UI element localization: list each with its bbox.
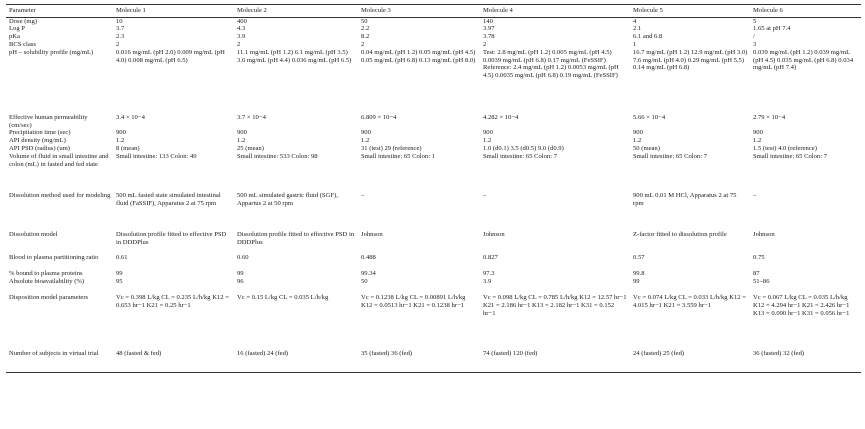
molecule-6-cell: 0.039 mg/mL (pH 1.2) 0.039 mg/mL (pH 4.5) 0.035 mg/mL (pH 6.8) 0.034 mg/mL (pH 7.4) <box>753 49 854 72</box>
molecule-6-cell: Vc = 0.067 L/kg CL = 0.035 L/h/kg K12 = 4.294 hr−1 K21 = 2.426 hr−1 K13 = 0.090 hr−1 K31 = 0.056 hr−1 <box>753 294 850 317</box>
molecule-4-cell: – <box>483 192 487 200</box>
molecule-1-cell: 2.3 <box>116 33 125 41</box>
header-parameter: Parameter <box>6 5 113 18</box>
molecule-6-cell: 1.5 (test) 4.0 (reference) <box>753 145 817 153</box>
molecule-3-cell: 0.488 <box>361 254 376 262</box>
molecule-3-cell: 1.2 <box>361 137 370 145</box>
molecule-4-cell: 0.827 <box>483 254 498 262</box>
molecule-3-cell: 31 (test) 29 (reference) <box>361 145 422 153</box>
molecule-4-cell: Test: 2.8 mg/mL (pH 1.2) 0.005 mg/mL (pH 4.5) 0.0039 mg/mL (pH 6.8) 0.17 mg/mL (FeSSIF) Reference: 2.4 mg/mL (pH 1.2) 0.0053 mg/mL (pH 4.5) 0.0035 mg/mL (pH 6.8) 0.19 mg/mL (FeSSIF) <box>483 49 619 79</box>
molecule-3-cell: Vc = 0.1238 L/kg CL = 0.00891 L/h/kg K12 = 0.0513 hr−1 K21 = 0.1238 hr−1 <box>361 294 466 309</box>
molecule-2-cell: 900 <box>237 129 247 137</box>
table-row <box>6 349 861 372</box>
molecule-1-cell: Dissolution profile fitted to effective PSD in DDDPlus <box>116 231 227 246</box>
header-row <box>6 5 861 18</box>
molecule-1-cell: 10 <box>116 17 123 25</box>
molecule-1-cell: 99 <box>116 270 123 278</box>
parameter-cell: Absolute bioavailability (%) <box>9 278 85 286</box>
molecule-3-cell: 50 <box>361 17 368 25</box>
molecule-2-cell: 25 (mean) <box>237 145 264 153</box>
molecule-1-cell: 95 <box>116 278 123 286</box>
table-row <box>6 254 861 270</box>
parameter-cell: API density (mg/mL) <box>9 137 66 145</box>
table-row <box>6 41 861 49</box>
table-row <box>6 49 861 112</box>
molecule-5-cell: 2.1 <box>633 25 642 33</box>
header-molecule-6: Molecule 6 <box>750 5 861 18</box>
molecule-3-cell: 0.04 mg/mL (pH 1.2) 0.05 mg/mL (pH 4.5) 0.05 mg/mL (pH 6.8) 0.13 mg/mL (pH 8.0) <box>361 49 476 64</box>
parameter-cell: Volume of fluid in small intestine and colon (mL) in fasted and fed state <box>9 153 109 168</box>
molecule-4-cell: 74 (fasted) 120 (fed) <box>480 349 630 372</box>
table-row <box>6 145 861 153</box>
molecule-5-cell: 16.7 mg/mL (pH 1.2) 12.9 mg/mL (pH 3.0) 7.6 mg/mL (pH 4.0) 0.29 mg/mL (pH 5.5) 0.14 mg/mL (pH 6.8) <box>633 49 748 72</box>
molecule-4-cell: Small intestine: 65 Colon: 7 <box>483 153 557 161</box>
parameter-cell: Disposition model parameters <box>9 294 89 302</box>
molecule-2-cell: Dissolution profile fitted to effective PSD in DDDPlus <box>237 231 355 246</box>
molecule-4-cell: 4.282 × 10−4 <box>483 114 519 122</box>
parameter-cell: pKa <box>9 33 20 41</box>
molecule-5-cell: Small intestine: 65 Colon: 7 <box>633 153 707 161</box>
molecule-5-cell: 1 <box>633 41 637 49</box>
molecule-6-cell: 36 (fasted) 32 (fed) <box>750 349 861 372</box>
molecule-4-cell: 140 <box>483 17 493 25</box>
molecule-4-cell: 97.3 <box>483 270 495 278</box>
molecule-5-cell: 4 <box>633 17 637 25</box>
molecule-5-cell: 0.57 <box>633 254 645 262</box>
molecule-1-cell: Small intestine: 133 Colon: 49 <box>116 153 197 161</box>
molecule-2-cell: 96 <box>237 278 244 286</box>
molecule-1-cell: 900 <box>116 129 126 137</box>
molecule-4-cell: 1.0 (d0.1) 3.5 (d0.5) 9.0 (d0.9) <box>483 145 564 153</box>
molecule-5-cell: 6.1 and 6.8 <box>633 33 663 41</box>
molecule-2-cell: 4.3 <box>237 25 246 33</box>
molecule-5-cell: 900 mL 0.01 M HCl, Apparatus 2 at 75 rpm <box>633 192 737 207</box>
molecule-5-cell: 5.66 × 10−4 <box>633 114 666 122</box>
molecule-2-cell: 3.7 × 10−4 <box>237 114 266 122</box>
molecule-1-cell: 3.7 <box>116 25 125 33</box>
molecule-5-cell: 99 <box>633 278 640 286</box>
molecule-3-cell: 2.2 <box>361 25 370 33</box>
molecule-6-cell: 2.79 × 10−4 <box>753 114 786 122</box>
parameter-cell: pH – solubility profile (mg/mL) <box>9 49 94 57</box>
parameter-cell: Dissolution method used for modeling <box>9 192 111 200</box>
molecule-6-cell: – <box>753 192 757 200</box>
molecule-3-cell: Johnson <box>361 231 383 239</box>
parameter-cell: Dose (mg) <box>9 17 38 25</box>
molecule-4-cell: 1.2 <box>483 137 492 145</box>
molecule-2-cell: 16 (fasted) 24 (fed) <box>234 349 358 372</box>
table-row <box>6 17 861 25</box>
molecule-4-cell: 3.97 <box>483 25 495 33</box>
molecule-5-cell: Vc = 0.074 L/kg CL = 0.033 L/h/kg K12 = 4.015 hr−1 K21 = 3.559 hr−1 <box>633 294 746 309</box>
header-molecule-1: Molecule 1 <box>113 5 234 18</box>
molecule-1-cell: 3.4 × 10−4 <box>116 114 145 122</box>
molecule-6-cell: 1.2 <box>753 137 762 145</box>
table-row <box>6 270 861 278</box>
molecule-4-cell: Johnson <box>483 231 505 239</box>
molecule-1-cell: 0.016 mg/mL (pH 2.0) 0.009 mg/mL (pH 4.0) 0.008 mg/mL (pH 6.5) <box>116 49 225 64</box>
molecule-6-cell: / <box>753 33 755 41</box>
molecule-3-cell: 50 <box>361 278 368 286</box>
table-header <box>6 5 861 18</box>
parameter-cell: % bound to plasma proteins <box>9 270 83 278</box>
parameter-cell: Effective human permeability (cm/sec) <box>9 114 88 129</box>
molecule-3-cell: Small intestine: 65 Colon: 1 <box>361 153 435 161</box>
molecule-1-cell: 1.2 <box>116 137 125 145</box>
molecule-6-cell: 900 <box>753 129 763 137</box>
table-row <box>6 129 861 137</box>
molecule-5-cell: 1.2 <box>633 137 642 145</box>
parameter-cell: API PSD (radius) (um) <box>9 145 70 153</box>
molecule-5-cell: 24 (fasted) 25 (fed) <box>630 349 750 372</box>
molecule-5-cell: 50 (mean) <box>633 145 660 153</box>
table-row <box>6 278 861 294</box>
molecule-2-cell: Vc = 0.15 L/kg CL = 0.035 L/h/kg <box>237 294 329 302</box>
molecule-5-cell: 900 <box>633 129 643 137</box>
molecule-2-cell: 3.9 <box>237 33 246 41</box>
molecule-6-cell: 0.75 <box>753 254 765 262</box>
molecule-1-cell: 8 (mean) <box>116 145 140 153</box>
molecule-3-cell: 35 (fasted) 36 (fed) <box>358 349 480 372</box>
molecule-6-cell: 3 <box>753 41 757 49</box>
molecule-6-cell: Johnson <box>753 231 775 239</box>
molecule-5-cell: 99.8 <box>633 270 645 278</box>
molecule-6-cell: 87 <box>753 270 760 278</box>
molecule-1-cell: Vc = 0.398 L/kg CL = 0.235 L/h/kg K12 = 0.653 hr−1 K21 = 0.25 hr−1 <box>116 294 229 309</box>
molecule-2-cell: 0.60 <box>237 254 249 262</box>
molecule-parameters-table <box>6 4 861 373</box>
molecule-4-cell: Vc = 0.098 L/kg CL = 0.785 L/h/kg K12 = 12.57 hr−1 K21 = 2.186 hr−1 K13 = 2.182 hr−1 K31 = 0.152 hr−1 <box>483 294 627 317</box>
molecule-6-cell: 51–86 <box>753 278 770 286</box>
molecule-4-cell: 3.78 <box>483 33 495 41</box>
table-row <box>6 25 861 33</box>
parameter-cell: BCS class <box>9 41 36 49</box>
molecule-2-cell: Small intestine: 533 Colon: 98 <box>237 153 318 161</box>
header-molecule-3: Molecule 3 <box>358 5 480 18</box>
molecule-2-cell: 1.2 <box>237 137 246 145</box>
parameter-cell: Dissolution model <box>9 231 58 239</box>
molecule-2-cell: 11.1 mg/mL (pH 1.2) 6.1 mg/mL (pH 3.5) 3.6 mg/mL (pH 4.4) 0.036 mg/mL (pH 6.5) <box>237 49 352 64</box>
table-row <box>6 33 861 41</box>
molecule-6-cell: 1.65 at pH 7.4 <box>753 25 791 33</box>
molecule-3-cell: 8.2 <box>361 33 370 41</box>
molecule-3-cell: 99.34 <box>361 270 376 278</box>
header-molecule-2: Molecule 2 <box>234 5 358 18</box>
table-row <box>6 112 861 129</box>
table-row <box>6 294 861 349</box>
molecule-4-cell: 3.9 <box>483 278 492 286</box>
molecule-6-cell: Small intestine: 65 Colon: 7 <box>753 153 827 161</box>
table-row <box>6 231 861 254</box>
molecule-2-cell: 2 <box>237 41 241 49</box>
molecule-1-cell: 500 mL fasted state simulated intestinal fluid (FaSSIF), Apparatus 2 at 75 rpm <box>116 192 221 207</box>
molecule-4-cell: 2 <box>483 41 487 49</box>
header-molecule-5: Molecule 5 <box>630 5 750 18</box>
molecule-1-cell: 2 <box>116 41 120 49</box>
molecule-6-cell: 5 <box>753 17 757 25</box>
parameter-cell: Number of subjects in virtual trial <box>6 349 113 372</box>
molecule-5-cell: Z-factor fitted to dissolution profile <box>633 231 727 239</box>
molecule-3-cell: 900 <box>361 129 371 137</box>
molecule-2-cell: 99 <box>237 270 244 278</box>
molecule-1-cell: 0.61 <box>116 254 128 262</box>
molecule-2-cell: 400 <box>237 17 247 25</box>
molecule-3-cell: – <box>361 192 365 200</box>
molecule-3-cell: 2 <box>361 41 365 49</box>
molecule-4-cell: 900 <box>483 129 493 137</box>
table-row <box>6 192 861 231</box>
parameter-cell: Blood to plasma partitioning ratio <box>9 254 99 262</box>
table-row <box>6 137 861 145</box>
molecule-2-cell: 500 mL simulated gastric fluid (SGF), Appartus 2 at 50 rpm <box>237 192 338 207</box>
parameter-cell: Log P <box>9 25 25 33</box>
header-molecule-4: Molecule 4 <box>480 5 630 18</box>
parameter-cell: Precipitation time (sec) <box>9 129 71 137</box>
table-body <box>6 17 861 372</box>
molecule-3-cell: 6.809 × 10−4 <box>361 114 397 122</box>
table-row <box>6 153 861 192</box>
molecule-1-cell: 48 (fasted & fed) <box>113 349 234 372</box>
